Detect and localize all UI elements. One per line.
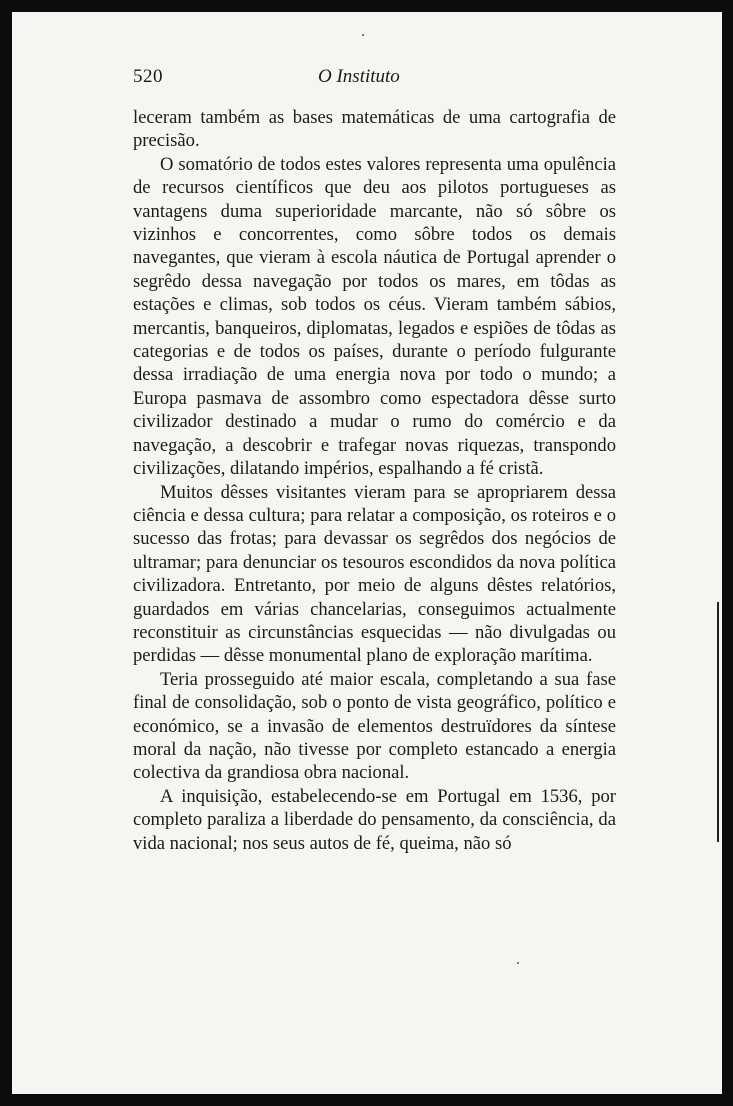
paragraph: A inquisição, estabelecendo-se em Portugal em 1536, por completo paraliza a liberdade do pensamento, da consciência, da vida nacional; nos seus autos de fé, queima, não só	[133, 785, 616, 854]
paper-speck	[362, 34, 364, 36]
paper-speck	[517, 962, 519, 964]
page-number: 520	[133, 66, 163, 87]
body-text	[133, 106, 616, 855]
scan-edge-mark	[717, 602, 719, 842]
page-header	[133, 66, 623, 96]
paragraph: Teria prosseguido até maior escala, completando a sua fase final de consolidação, sob o ponto de vista geográfico, político e económico, se a invasão de elementos destruïdores da síntese moral da nação, não tivesse por completo estancado a energia colectiva da grandiosa obra nacional.	[133, 668, 616, 784]
paragraph: O somatório de todos estes valores representa uma opulência de recursos científicos que deu aos pilotos portugueses as vantagens duma superioridade marcante, não só sôbre os vizinhos e concorrentes, como sôbre todos os demais navegantes, que vieram à escola náutica de Portugal aprender o segrêdo dessa navegação por todos os mares, em tôdas as estações e climas, sob todos os céus. Vieram também sábios, mercantis, banqueiros, diplomatas, legados e espiões de tôdas as categorias e de todos os países, durante o período fulgurante dessa irradiação de uma energia nova por todo o mundo; a Europa pasmava de assombro como espectadora dêsse surto civilizador destinado a mudar o rumo do comércio e da navegação, a descobrir e trafegar novas riquezas, transpondo civilizações, dilatando impérios, espalhando a fé cristã.	[133, 153, 616, 480]
paragraph: Muitos dêsses visitantes vieram para se apropriarem dessa ciência e dessa cultura; para relatar a composição, os roteiros e o sucesso das frotas; para devassar os segrêdos dos negócios de ultramar; para denunciar os tesouros escondidos da nova política civilizadora. Entretanto, por meio de alguns dêstes relatórios, guardados em várias chancelarias, conseguimos actualmente reconstituir as circunstâncias esquecidas — não divulgadas ou perdidas — dêsse monumental plano de exploração marítima.	[133, 481, 616, 667]
running-title: O Instituto	[318, 66, 400, 87]
paragraph-continuation: leceram também as bases matemáticas de uma cartografia de precisão.	[133, 107, 616, 152]
